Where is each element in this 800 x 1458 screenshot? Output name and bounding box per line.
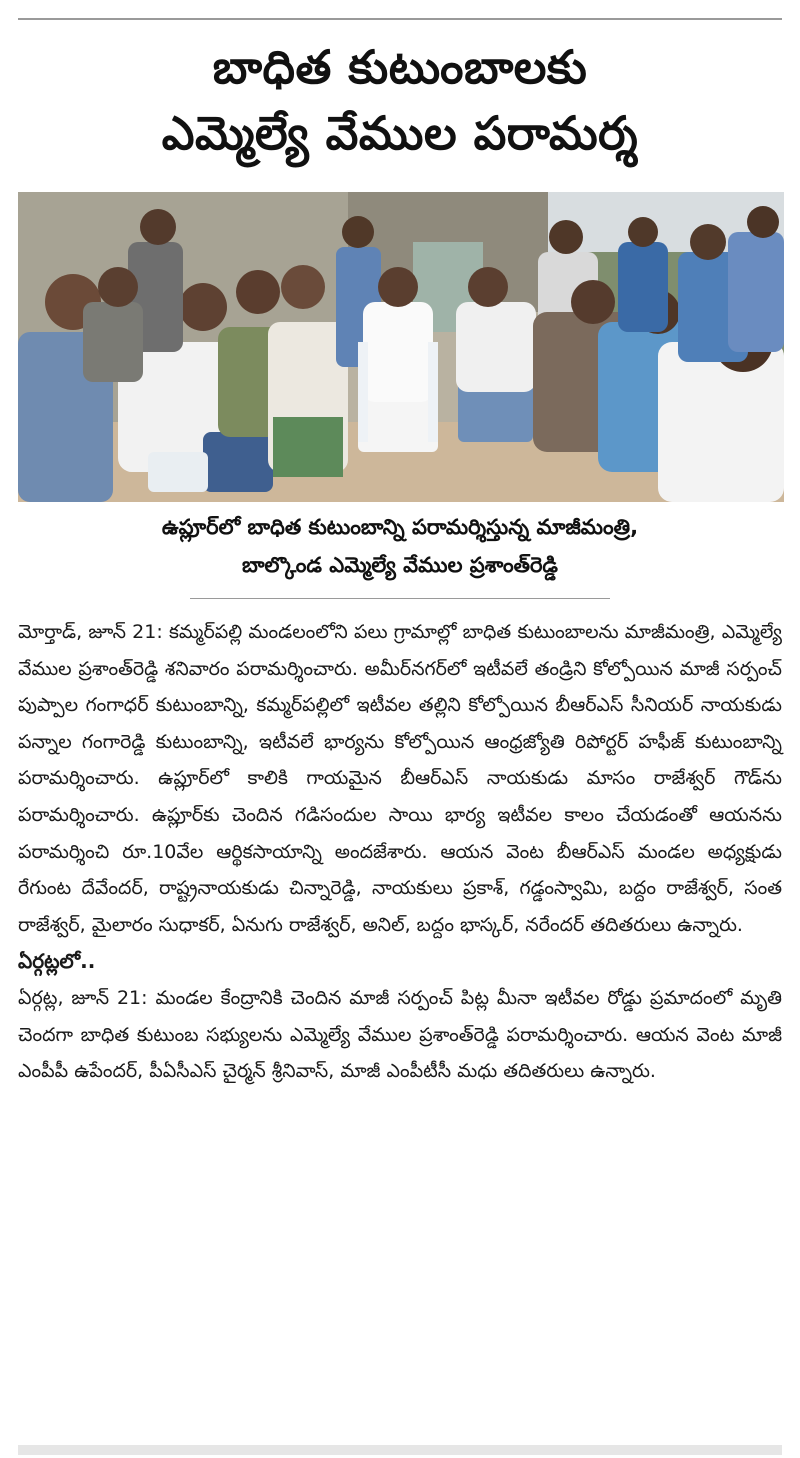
caption-divider [190,598,610,599]
top-rule [18,18,782,20]
photo-icon [18,192,784,502]
caption-line-1: ఉప్లూర్‌లో బాధిత కుటుంబాన్ని పరామర్శిస్తున్న మాజీమంత్రి, [161,515,639,539]
article-paragraph-1: మోర్తాడ్‌, జూన్‌ 21: కమ్మర్‌పల్లి మండలంలోని పలు గ్రామాల్లో బాధిత కుటుంబాలను మాజీమంత్రి, ఎమ్మెల్యే వేముల ప్రశాంత్‌రెడ్డి శనివారం పరామర్శించారు. అమీర్‌నగర్‌లో ఇటీవలే తండ్రిని కోల్పోయిన మాజీ సర్పంచ్‌ పుప్పాల గంగాధర్‌ కుటుంబాన్ని, కమ్మర్‌పల్లిలో ఇటీవల తల్లిని కోల్పోయిన బీఆర్‌ఎస్‌ సీనియర్‌ నాయకుడు పన్నాల గంగారెడ్డి కుటుంబాన్ని, ఇటీవలే భార్యను కోల్పోయిన ఆంధ్రజ్యోతి రిపోర్టర్‌ హఫీజ్‌ కుటుంబాన్ని పరామర్శించారు. ఉప్లూర్‌లో కాలికి గాయమైన బీఆర్‌ఎస్‌ నాయకుడు మాసం రాజేశ్వర్‌ గౌడ్‌ను పరామర్శించారు. ఉప్లూర్‌కు చెందిన గడిసందుల సాయి భార్య ఇటీవల కాలం చేయడంతో ఆయనను పరామర్శించి రూ.10వేల ఆర్థికసాయాన్ని అందజేశారు. ఆయన వెంట బీఆర్‌ఎస్‌ మండల అధ్యక్షుడు రేగుంట దేవేందర్‌, రాష్ట్రనాయకుడు చిన్నారెడ్డి, నాయకులు ప్రకాశ్‌, గడ్డంస్వామి, బద్దం రాజేశ్వర్‌, సంత రాజేశ్వర్‌, మైలారం సుధాకర్‌, ఏనుగు రాజేశ్వర్‌, అనిల్‌, బద్దం భాస్కర్‌, నరేందర్‌ తదితరులు ఉన్నారు. [18,621,782,936]
headline [0,34,800,166]
article-subhead: ఏర్గట్లలో.. [18,949,96,974]
photo-caption [0,508,800,584]
caption-line-2: బాల్కొండ ఎమ్మెల్యే వేముల ప్రశాంత్‌రెడ్డి [242,553,558,577]
headline-line-2: ఎమ్మెల్యే వేముల పరామర్శ [161,106,639,160]
news-photo [18,192,784,502]
article-paragraph-2: ఏర్గట్ల, జూన్‌ 21: మండల కేంద్రానికి చెందిన మాజీ సర్పంచ్‌ పిట్ల మీనా ఇటీవల రోడ్డు ప్రమాదంలో మృతి చెందగా బాధిత కుటుంబ సభ్యులను ఎమ్మెల్యే వేముల ప్రశాంత్‌రెడ్డి పరామర్శించారు. ఆయన వెంట మాజీ ఎంపీపీ ఉపేందర్‌, పీఏసీఎస్‌ చైర్మన్‌ శ్రీనివాస్‌, మాజీ ఎంపీటీసీ మధు తదితరులు ఉన్నారు. [18,986,782,1083]
headline-line-1: బాధిత కుటుంబాలకు [212,40,588,94]
bottom-band [18,1445,782,1455]
article-body [18,614,782,1090]
